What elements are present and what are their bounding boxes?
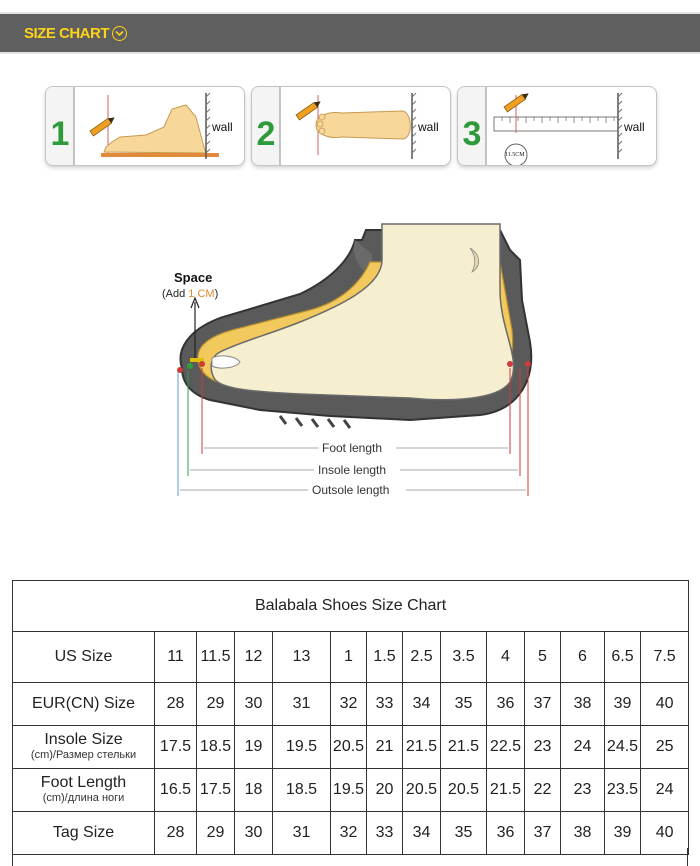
- table-cell: 1.5: [367, 632, 403, 683]
- table-cell: 37: [525, 683, 561, 726]
- table-cell: 6.5: [605, 632, 641, 683]
- table-cell: 22: [525, 769, 561, 812]
- step-number: 3: [462, 115, 482, 153]
- table-cell: 40: [641, 812, 689, 855]
- table-cell: 37: [525, 812, 561, 855]
- space-label: Space: [174, 270, 213, 285]
- row-sublabel: (cm)/Размер стельки: [30, 749, 137, 762]
- table-cell: 39: [605, 812, 641, 855]
- table-cell: 34: [403, 683, 441, 726]
- table-cell: 12: [235, 632, 273, 683]
- table-cell: 23: [525, 726, 561, 769]
- table-bottom-edge: [12, 848, 688, 866]
- table-row: [13, 632, 689, 683]
- chevron-down-icon: [112, 26, 127, 41]
- table-cell: 38: [561, 683, 605, 726]
- table-cell: 20.5: [331, 726, 367, 769]
- row-label: Foot Length: [40, 774, 127, 792]
- table-cell: 21.5: [403, 726, 441, 769]
- table-cell: 2.5: [403, 632, 441, 683]
- table-cell: 24: [641, 769, 689, 812]
- table-cell: 36: [487, 812, 525, 855]
- table-cell: 4: [487, 632, 525, 683]
- table-cell: 36: [487, 683, 525, 726]
- row-sublabel: (cm)/длина ноги: [42, 792, 125, 805]
- outsole-length-label: Outsole length: [312, 483, 390, 497]
- table-cell: 18: [235, 769, 273, 812]
- table-cell: 24: [561, 726, 605, 769]
- table-cell: 20: [367, 769, 403, 812]
- row-header: [13, 632, 155, 683]
- table-cell: 1: [331, 632, 367, 683]
- table-cell: 30: [235, 683, 273, 726]
- table-cell: 19.5: [273, 726, 331, 769]
- table-cell: 33: [367, 812, 403, 855]
- foot-length-label: Foot length: [322, 441, 383, 455]
- table-cell: 29: [197, 812, 235, 855]
- table-cell: 7.5: [641, 632, 689, 683]
- measure-step-3-panel: [457, 86, 657, 166]
- step-number: 1: [50, 115, 70, 153]
- table-cell: 40: [641, 683, 689, 726]
- table-cell: 28: [155, 812, 197, 855]
- table-cell: 38: [561, 812, 605, 855]
- measure-step-1-panel: [45, 86, 245, 166]
- size-chart-table: [12, 580, 689, 855]
- table-cell: 18.5: [273, 769, 331, 812]
- wall-label: wall: [418, 120, 439, 134]
- table-cell: 30: [235, 812, 273, 855]
- table-cell: 19.5: [331, 769, 367, 812]
- table-caption-row: [13, 581, 689, 632]
- table-cell: 39: [605, 683, 641, 726]
- table-cell: 3.5: [441, 632, 487, 683]
- table-cell: 19: [235, 726, 273, 769]
- table-cell: 20.5: [403, 769, 441, 812]
- insole-length-label: Insole length: [318, 463, 387, 477]
- table-cell: 20.5: [441, 769, 487, 812]
- row-header: [13, 769, 155, 812]
- table-cell: 17.5: [155, 726, 197, 769]
- table-row: [13, 726, 689, 769]
- table-cell: 5: [525, 632, 561, 683]
- table-cell: 31: [273, 812, 331, 855]
- size-chart-header-bar: [0, 12, 700, 54]
- table-cell: 18.5: [197, 726, 235, 769]
- wall-label: wall: [212, 120, 233, 134]
- wall-label: wall: [624, 120, 645, 134]
- table-cell: 29: [197, 683, 235, 726]
- table-row: [13, 769, 689, 812]
- table-cell: 17.5: [197, 769, 235, 812]
- table-cell: 23: [561, 769, 605, 812]
- space-note: (Add 1 CM): [162, 288, 219, 300]
- table-cell: 16.5: [155, 769, 197, 812]
- row-header: [13, 726, 155, 769]
- table-cell: 28: [155, 683, 197, 726]
- table-cell: 33: [367, 683, 403, 726]
- table-row: [13, 683, 689, 726]
- table-cell: 31: [273, 683, 331, 726]
- row-label: US Size: [54, 647, 113, 665]
- measure-step-2-panel: [251, 86, 451, 166]
- section-title: SIZE CHART: [24, 25, 109, 42]
- table-cell: 11: [155, 632, 197, 683]
- table-cell: 13: [273, 632, 331, 683]
- table-cell: 35: [441, 683, 487, 726]
- table-cell: 32: [331, 812, 367, 855]
- table-cell: 25: [641, 726, 689, 769]
- ruler-reading: 11.5CM: [505, 152, 525, 158]
- table-cell: 21: [367, 726, 403, 769]
- table-cell: 32: [331, 683, 367, 726]
- row-label: EUR(CN) Size: [31, 694, 136, 712]
- table-cell: 24.5: [605, 726, 641, 769]
- shoe-measurement-diagram: [150, 210, 560, 510]
- table-cell: 35: [441, 812, 487, 855]
- table-caption: Balabala Shoes Size Chart: [13, 581, 689, 632]
- row-label: Insole Size: [44, 731, 123, 749]
- table-cell: 23.5: [605, 769, 641, 812]
- table-cell: 22.5: [487, 726, 525, 769]
- row-label: Tag Size: [52, 823, 115, 841]
- table-cell: 11.5: [197, 632, 235, 683]
- table-cell: 6: [561, 632, 605, 683]
- table-cell: 21.5: [441, 726, 487, 769]
- row-header: [13, 683, 155, 726]
- table-cell: 34: [403, 812, 441, 855]
- step-number: 2: [256, 115, 276, 153]
- table-cell: 21.5: [487, 769, 525, 812]
